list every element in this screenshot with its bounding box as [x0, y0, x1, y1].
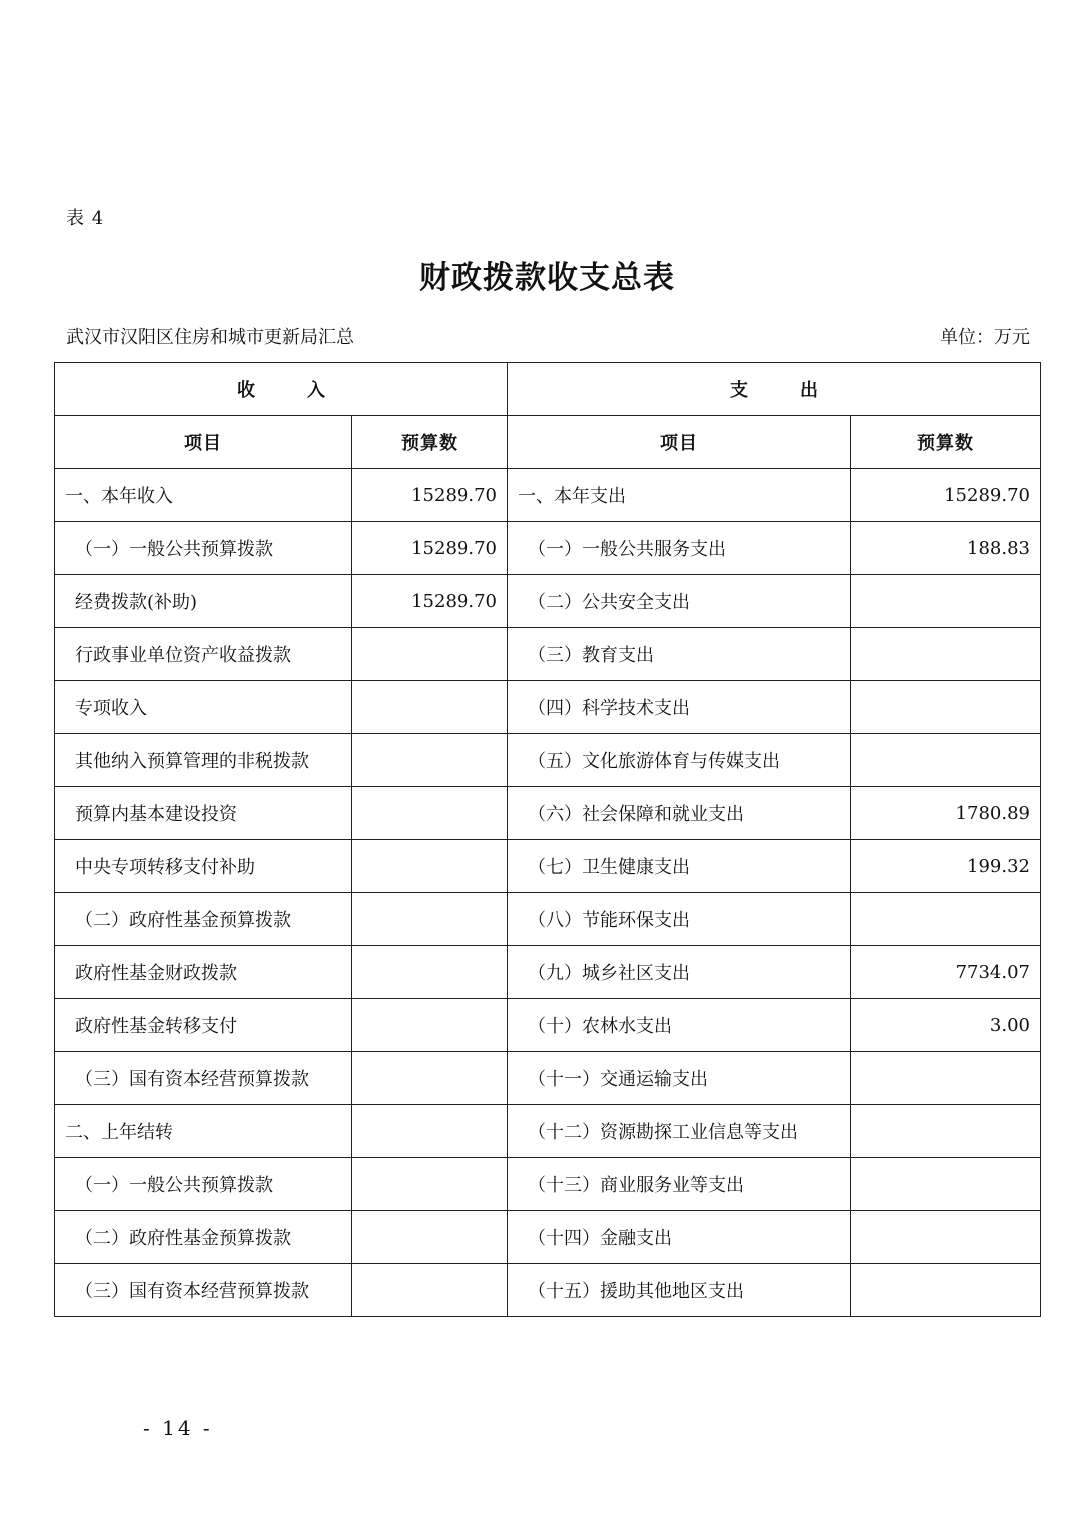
expense-amount-cell	[851, 1105, 1041, 1158]
expense-amount-cell	[851, 1264, 1041, 1317]
expense-item-cell: （十二）资源勘探工业信息等支出	[508, 1105, 851, 1158]
table-row	[55, 840, 1041, 893]
income-amount-cell	[352, 681, 508, 734]
expense-item-cell: （十五）援助其他地区支出	[508, 1264, 851, 1317]
expense-amount-cell: 199.32	[851, 840, 1041, 893]
income-amount-cell	[352, 893, 508, 946]
column-header-row	[55, 416, 1041, 469]
table-row	[55, 734, 1041, 787]
expense-item-cell: （三）教育支出	[508, 628, 851, 681]
income-amount-cell	[352, 1158, 508, 1211]
income-budget-column-header: 预算数	[352, 416, 508, 469]
page-number: - 14 -	[143, 1416, 213, 1440]
expense-item-cell: （九）城乡社区支出	[508, 946, 851, 999]
income-item-cell: （一）一般公共预算拨款	[55, 1158, 352, 1211]
expense-item-cell: （五）文化旅游体育与传媒支出	[508, 734, 851, 787]
expense-section-header: 支出	[508, 363, 1041, 416]
expense-item-cell: （一）一般公共服务支出	[508, 522, 851, 575]
income-item-column-header: 项目	[55, 416, 352, 469]
income-item-cell: 中央专项转移支付补助	[55, 840, 352, 893]
table-row	[55, 893, 1041, 946]
expense-item-cell: （十四）金融支出	[508, 1211, 851, 1264]
organization-name: 武汉市汉阳区住房和城市更新局汇总	[66, 327, 354, 348]
income-amount-cell	[352, 1211, 508, 1264]
table-row	[55, 628, 1041, 681]
table-row	[55, 1158, 1041, 1211]
income-item-cell: 一、本年收入	[55, 469, 352, 522]
table-row	[55, 1264, 1041, 1317]
income-amount-cell	[352, 628, 508, 681]
income-item-cell: （二）政府性基金预算拨款	[55, 893, 352, 946]
budget-table	[54, 362, 1041, 1317]
income-amount-cell	[352, 1105, 508, 1158]
expense-item-cell: （七）卫生健康支出	[508, 840, 851, 893]
expense-amount-cell: 7734.07	[851, 946, 1041, 999]
income-section-header: 收入	[55, 363, 508, 416]
expense-amount-cell	[851, 734, 1041, 787]
expense-amount-cell	[851, 1052, 1041, 1105]
income-amount-cell	[352, 734, 508, 787]
income-item-cell: 其他纳入预算管理的非税拨款	[55, 734, 352, 787]
table-row	[55, 681, 1041, 734]
income-item-cell: 专项收入	[55, 681, 352, 734]
income-item-cell: （一）一般公共预算拨款	[55, 522, 352, 575]
table-number: 表 4	[66, 208, 105, 229]
expense-amount-cell: 3.00	[851, 999, 1041, 1052]
expense-amount-cell	[851, 1158, 1041, 1211]
expense-amount-cell	[851, 1211, 1041, 1264]
table-row	[55, 1105, 1041, 1158]
income-amount-cell	[352, 1052, 508, 1105]
income-amount-cell: 15289.70	[352, 522, 508, 575]
unit-label: 单位：万元	[940, 327, 1030, 348]
expense-amount-cell	[851, 681, 1041, 734]
income-item-cell: 政府性基金财政拨款	[55, 946, 352, 999]
expense-item-cell: 一、本年支出	[508, 469, 851, 522]
income-amount-cell	[352, 1264, 508, 1317]
income-item-cell: 行政事业单位资产收益拨款	[55, 628, 352, 681]
income-amount-cell: 15289.70	[352, 575, 508, 628]
expense-item-cell: （六）社会保障和就业支出	[508, 787, 851, 840]
income-amount-cell	[352, 946, 508, 999]
expense-item-cell: （十三）商业服务业等支出	[508, 1158, 851, 1211]
expense-item-cell: （十）农林水支出	[508, 999, 851, 1052]
income-item-cell: 经费拨款(补助)	[55, 575, 352, 628]
table-row	[55, 946, 1041, 999]
expense-item-column-header: 项目	[508, 416, 851, 469]
income-amount-cell	[352, 999, 508, 1052]
table-row	[55, 469, 1041, 522]
expense-item-cell: （十一）交通运输支出	[508, 1052, 851, 1105]
expense-item-cell: （四）科学技术支出	[508, 681, 851, 734]
expense-item-cell: （二）公共安全支出	[508, 575, 851, 628]
income-item-cell: 政府性基金转移支付	[55, 999, 352, 1052]
expense-amount-cell	[851, 575, 1041, 628]
income-amount-cell: 15289.70	[352, 469, 508, 522]
document-title: 财政拨款收支总表	[419, 260, 675, 296]
income-item-cell: （三）国有资本经营预算拨款	[55, 1052, 352, 1105]
expense-item-cell: （八）节能环保支出	[508, 893, 851, 946]
expense-amount-cell	[851, 628, 1041, 681]
income-item-cell: 预算内基本建设投资	[55, 787, 352, 840]
expense-amount-cell: 15289.70	[851, 469, 1041, 522]
section-header-row	[55, 363, 1041, 416]
table-row	[55, 1211, 1041, 1264]
expense-budget-column-header: 预算数	[851, 416, 1041, 469]
income-item-cell: （三）国有资本经营预算拨款	[55, 1264, 352, 1317]
expense-amount-cell	[851, 893, 1041, 946]
expense-amount-cell: 188.83	[851, 522, 1041, 575]
table-row	[55, 522, 1041, 575]
table-row	[55, 1052, 1041, 1105]
income-item-cell: （二）政府性基金预算拨款	[55, 1211, 352, 1264]
income-amount-cell	[352, 840, 508, 893]
expense-amount-cell: 1780.89	[851, 787, 1041, 840]
income-item-cell: 二、上年结转	[55, 1105, 352, 1158]
income-amount-cell	[352, 787, 508, 840]
table-row	[55, 787, 1041, 840]
table-row	[55, 575, 1041, 628]
table-row	[55, 999, 1041, 1052]
